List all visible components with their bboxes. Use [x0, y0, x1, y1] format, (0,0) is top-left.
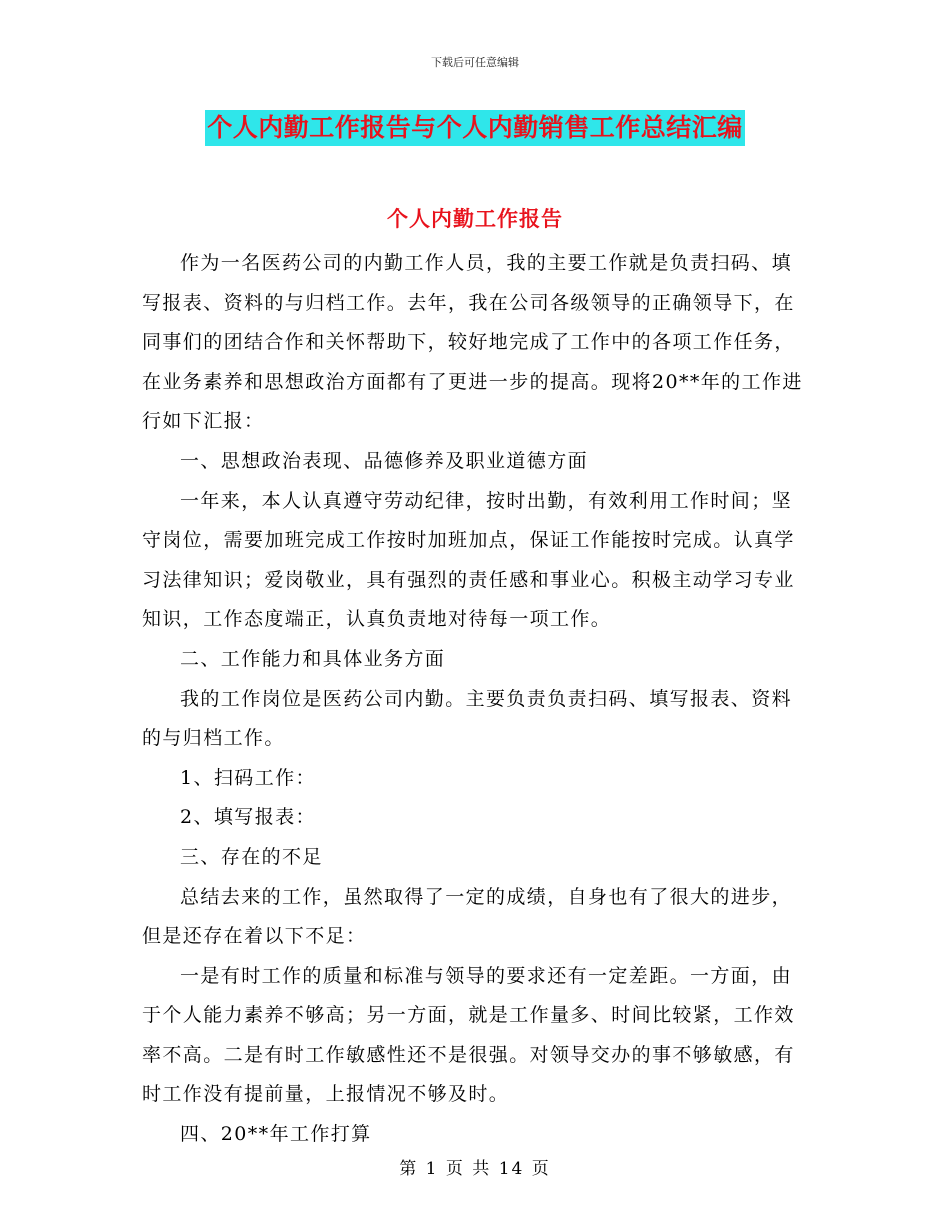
- main-title: 个人内勤工作报告与个人内勤销售工作总结汇编: [205, 110, 745, 146]
- page-footer: 第 1 页 共 14 页: [399, 1159, 551, 1179]
- paragraph: 一是有时工作的质量和标准与领导的要求还有一定差距。一方面，由于个人能力素养不够高；另一方面，就是工作量多、时间比较紧，工作效率不高。二是有时工作敏感性还不是很强。对领导交办的事不够敏感，有时工作没有提前量，上报情况不够及时。: [142, 964, 795, 1106]
- paragraph: 我的工作岗位是医药公司内勤。主要负责负责扫码、填写报表、资料的与归档工作。: [142, 687, 793, 750]
- section-title: 个人内勤工作报告: [387, 207, 563, 231]
- paragraph: 一年来，本人认真遵守劳动纪律，按时出勤，有效利用工作时间；坚守岗位，需要加班完成工作按时加班加点，保证工作能按时完成。认真学习法律知识；爱岗敬业，具有强烈的责任感和事业心。积极主动学习专业知识，工作态度端正，认真负责地对待每一项工作。: [142, 489, 795, 631]
- paragraph: 作为一名医药公司的内勤工作人员，我的主要工作就是负责扫码、填写报表、资料的与归档工作。去年，我在公司各级领导的正确领导下，在同事们的团结合作和关怀帮助下，较好地完成了工作中的各项工作任务，在业务素养和思想政治方面都有了更进一步的提高。现将20**年的工作进行如下汇报：: [142, 252, 803, 433]
- list-item: 2、填写报表：: [180, 806, 316, 829]
- heading-1: 一、思想政治表现、品德修养及职业道德方面: [180, 449, 589, 472]
- heading-2: 二、工作能力和具体业务方面: [180, 647, 446, 670]
- document-body: [142, 244, 812, 1155]
- list-item: 1、扫码工作：: [180, 766, 316, 789]
- header-note: 下载后可任意编辑: [431, 56, 519, 69]
- heading-3: 三、存在的不足: [180, 845, 323, 868]
- heading-4: 四、20**年工作打算: [180, 1123, 372, 1146]
- paragraph: 总结去来的工作，虽然取得了一定的成绩，自身也有了很大的进步，但是还存在着以下不足：: [142, 885, 793, 948]
- main-title-wrap: [0, 110, 950, 146]
